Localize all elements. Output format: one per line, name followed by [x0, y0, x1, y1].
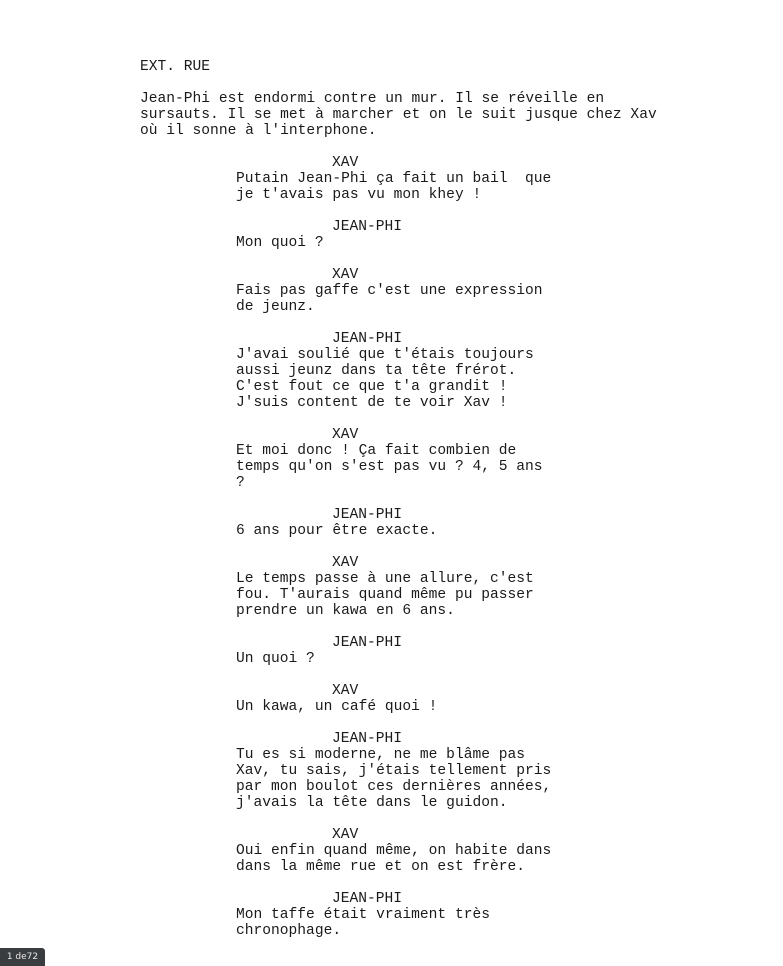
character-name: XAV — [332, 155, 359, 171]
character-name: JEAN-PHI — [332, 331, 403, 347]
dialogue-line: aussi jeunz dans ta tête frérot. — [236, 363, 517, 379]
dialogue-line: Un kawa, un café quoi ! — [236, 699, 438, 715]
dialogue-line: fou. T'aurais quand même pu passer — [236, 587, 534, 603]
dialogue-line: par mon boulot ces dernières années, — [236, 779, 552, 795]
dialogue-line: C'est fout ce que t'a grandit ! — [236, 379, 508, 395]
page-counter: 1 de72 — [0, 948, 45, 966]
dialogue-line: Oui enfin quand même, on habite dans — [236, 843, 552, 859]
character-name: JEAN-PHI — [332, 507, 403, 523]
dialogue-line: Mon taffe était vraiment très — [236, 907, 490, 923]
action-line: Jean-Phi est endormi contre un mur. Il se réveille en — [140, 91, 605, 107]
character-name: JEAN-PHI — [332, 731, 403, 747]
character-name: XAV — [332, 683, 359, 699]
action-line: où il sonne à l'interphone. — [140, 123, 377, 139]
dialogue-line: ? — [236, 475, 245, 491]
dialogue-line: Putain Jean-Phi ça fait un bail que — [236, 171, 552, 187]
character-name: JEAN-PHI — [332, 635, 403, 651]
dialogue-line: Fais pas gaffe c'est une expression — [236, 283, 543, 299]
dialogue-line: Et moi donc ! Ça fait combien de — [236, 443, 517, 459]
dialogue-line: de jeunz. — [236, 299, 315, 315]
dialogue-line: dans la même rue et on est frère. — [236, 859, 526, 875]
dialogue-line: Le temps passe à une allure, c'est — [236, 571, 534, 587]
dialogue-line: chronophage. — [236, 923, 342, 939]
scene-heading: EXT. RUE — [140, 59, 211, 75]
action-line: sursauts. Il se met à marcher et on le suit jusque chez Xav — [140, 107, 657, 123]
dialogue-line: temps qu'on s'est pas vu ? 4, 5 ans — [236, 459, 543, 475]
character-name: XAV — [332, 427, 359, 443]
character-name: XAV — [332, 267, 359, 283]
dialogue-line: Tu es si moderne, ne me blâme pas — [236, 747, 526, 763]
dialogue-line: Xav, tu sais, j'étais tellement pris — [236, 763, 552, 779]
dialogue-line: prendre un kawa en 6 ans. — [236, 603, 455, 619]
character-name: XAV — [332, 555, 359, 571]
character-name: XAV — [332, 827, 359, 843]
dialogue-line: je t'avais pas vu mon khey ! — [236, 187, 482, 203]
dialogue-line: J'suis content de te voir Xav ! — [236, 395, 508, 411]
dialogue-line: j'avais la tête dans le guidon. — [236, 795, 508, 811]
character-name: JEAN-PHI — [332, 891, 403, 907]
dialogue-line: 6 ans pour être exacte. — [236, 523, 438, 539]
dialogue-line: Un quoi ? — [236, 651, 315, 667]
dialogue-line: J'avai soulié que t'étais toujours — [236, 347, 534, 363]
character-name: JEAN-PHI — [332, 219, 403, 235]
dialogue-line: Mon quoi ? — [236, 235, 324, 251]
